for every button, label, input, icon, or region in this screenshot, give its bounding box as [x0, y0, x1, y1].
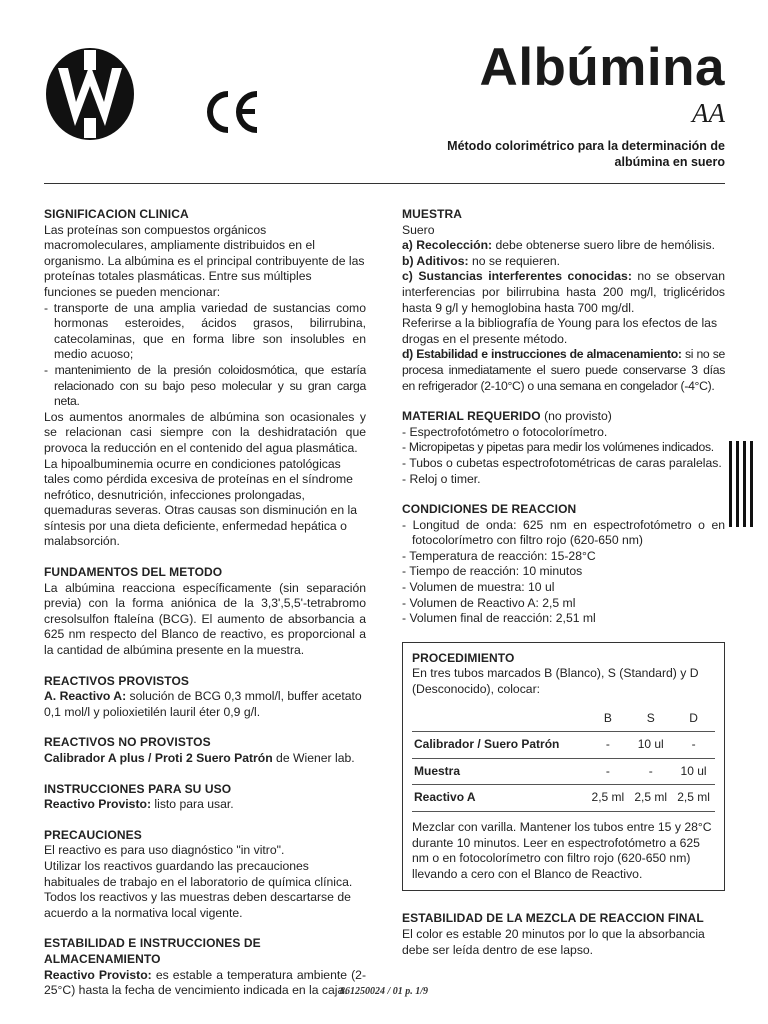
- paragraph: La albúmina reacciona específicamente (sin separación previa) con la forma aniónica de la 3,3',5,5'-tetrabromo cresolsulfon ftaleína (BCG). El aumento de absorbancia a 625 nm respecto del Blanco de reactivo, es proporcional a la cantidad de albúmina presente en la muestra.: [44, 580, 366, 658]
- paragraph: Utilizar los reactivos guardando las precauciones habituales de trabajo en el laboratorio de química clínica.: [44, 858, 353, 889]
- table-cell: Calibrador / Suero Patrón: [412, 732, 586, 759]
- list-item: - Volumen final de reacción: 2,51 ml: [402, 611, 596, 626]
- table-cell: -: [672, 732, 715, 759]
- section-heading: CONDICIONES DE REACCION: [402, 502, 577, 517]
- table-row: [412, 758, 715, 785]
- table-cell: Reactivo A: [412, 785, 586, 812]
- paragraph: Reactivo Provisto: es estable a temperatura ambiente (2-25°C) hasta la fecha de vencimiento indicada en la caja.: [44, 967, 367, 998]
- paragraph: A. Reactivo A: solución de BCG 0,3 mmol/l, buffer acetato 0,1 mol/l y polioxietilén lauril éter 0,9 g/l.: [44, 689, 362, 719]
- section-heading: ALMACENAMIENTO: [44, 951, 161, 966]
- paragraph: Reactivo Provisto: listo para usar.: [44, 797, 234, 812]
- list-item: - Volumen de muestra: 10 ul: [402, 580, 555, 595]
- paragraph: Los aumentos anormales de albúmina son ocasionales y se relacionan casi siempre con la deshidratación que provoca la reducción en el contenido del agua plasmática.: [44, 409, 366, 455]
- paragraph: El reactivo es para uso diagnóstico "in vitro".: [44, 843, 285, 858]
- section-heading: PROCEDIMIENTO: [412, 650, 515, 665]
- paragraph: Referirse a la bibliografía de Young para los efectos de las drogas en el presente método.: [402, 316, 718, 346]
- paragraph: Las proteínas son compuestos orgánicos macromoleculares, ampliamente distribuidos en el organismo. La albúmina es el principal contribuyente de las proteínas totales plasmáticas. Entre sus múltiples funciones se pueden mencionar:: [44, 222, 365, 299]
- product-subtitle: AA: [692, 98, 725, 128]
- table-cell: -: [586, 758, 629, 785]
- paragraph: En tres tubos marcados B (Blanco), S (Standard) y D (Desconocido), colocar:: [412, 666, 699, 697]
- section-heading: MATERIAL REQUERIDO (no provisto): [402, 409, 612, 424]
- list-item: - Micropipetas y pipetas para medir los volúmenes indicados.: [402, 440, 714, 455]
- table-cell: 2,5 ml: [586, 785, 629, 812]
- section-heading: ESTABILIDAD E INSTRUCCIONES DE: [44, 936, 261, 951]
- section-significacion: [44, 207, 366, 550]
- table-cell: 10 ul: [672, 758, 715, 785]
- section-precauciones: [44, 828, 366, 922]
- paragraph: Suero: [402, 222, 435, 237]
- section-heading: INSTRUCCIONES PARA SU USO: [44, 781, 232, 796]
- paragraph: c) Sustancias interferentes conocidas: no se observan interferencias por bilirrubina hasta 200 mg/l, triglicéridos hasta 9 g/l y hemoglobina hasta 700 mg/dl.: [402, 269, 725, 315]
- section-material: [402, 409, 725, 487]
- header-divider: [44, 183, 725, 184]
- list-item: - Tiempo de reacción: 10 minutos: [402, 564, 583, 579]
- paragraph: a) Recolección: debe obtenerse suero libre de hemólisis.: [402, 238, 715, 253]
- list-item: - transporte de una amplia variedad de sustancias como hormonas esteroides, ácidos grasos, bilirrubina, catecolaminas, que en forma libre son insolubles en medio acuoso;: [44, 300, 366, 362]
- ce-mark-icon: [204, 90, 262, 134]
- left-column: [44, 207, 366, 1014]
- table-cell: -: [629, 758, 672, 785]
- table-header-row: [412, 706, 715, 732]
- paragraph: La hipoalbuminemia ocurre en condiciones patológicas tales como pérdida excesiva de proteínas en el síndrome nefrótico, desnutrición, infecciones prolongadas, quemaduras severas. Otras causas son disminución en la síntesis por una dieta deficiente, enfermedad hepática o malabsorción.: [44, 456, 357, 549]
- list-item: - Temperatura de reacción: 15-28°C: [402, 548, 596, 563]
- section-reactivos-provistos: [44, 674, 366, 721]
- table-cell: 10 ul: [629, 732, 672, 759]
- section-estabilidad-final: [402, 911, 725, 958]
- list-item: - Espectrofotómetro o fotocolorímetro.: [402, 424, 608, 439]
- table-header-cell: S: [629, 706, 672, 732]
- right-column: [402, 207, 725, 973]
- table-row: [412, 785, 715, 812]
- section-fundamentos: [44, 565, 366, 659]
- section-condiciones: [402, 502, 725, 627]
- table-cell: 2,5 ml: [629, 785, 672, 812]
- section-heading: REACTIVOS PROVISTOS: [44, 673, 190, 688]
- list-item: - Volumen de Reactivo A: 2,5 ml: [402, 595, 576, 610]
- table-header-cell: D: [672, 706, 715, 732]
- paragraph: Todos los reactivos y las muestras deben descartarse de acuerdo a la normativa local vigente.: [44, 890, 351, 920]
- wiener-logo-icon: [44, 46, 136, 142]
- paragraph: Calibrador A plus / Proti 2 Suero Patrón de Wiener lab.: [44, 751, 355, 765]
- section-heading: MUESTRA: [402, 207, 463, 221]
- procedimiento-box: [402, 642, 725, 892]
- paragraph: d) Estabilidad e instrucciones de almacenamiento: si no se procesa inmediatamente el suero puede conservarse 3 días en refrigerador (2-10°C) o una semana en congelador (-4°C).: [402, 347, 725, 393]
- list-item: - mantenimiento de la presión coloidosmótica, que estaría relacionado con su bajo peso molecular y su gran carga neta.: [44, 362, 366, 409]
- page-footer: 861250024 / 01 p. 1/9: [339, 986, 429, 997]
- section-reactivos-no-provistos: [44, 735, 366, 766]
- section-heading: PRECAUCIONES: [44, 827, 142, 842]
- section-heading: ESTABILIDAD DE LA MEZCLA DE REACCION FINAL: [402, 911, 704, 926]
- section-heading: FUNDAMENTOS DEL METODO: [44, 565, 223, 580]
- table-header-cell: [412, 706, 586, 732]
- section-instrucciones: [44, 782, 366, 813]
- list-item: - Reloj o timer.: [402, 471, 481, 486]
- section-muestra: [402, 207, 725, 394]
- paragraph: El color es estable 20 minutos por lo que la absorbancia debe ser leída dentro de ese lapso.: [402, 926, 705, 957]
- paragraph: b) Aditivos: no se requieren.: [402, 253, 561, 268]
- index-bars-icon: [729, 441, 753, 527]
- table-row: [412, 732, 715, 759]
- table-header-cell: B: [586, 706, 629, 732]
- section-heading: REACTIVOS NO PROVISTOS: [44, 735, 211, 750]
- procedure-table: [412, 706, 715, 812]
- paragraph: Mezclar con varilla. Mantener los tubos entre 15 y 28°C durante 10 minutos. Leer en espectrofotómetro a 625 nm o en fotocolorímetro con filtro rojo (620-650 nm) llevando a cero con el Blanco de Reactivo.: [412, 820, 712, 881]
- list-item: - Longitud de onda: 625 nm en espectrofotómetro o en fotocolorímetro con filtro rojo (620-650 nm): [402, 517, 725, 548]
- table-cell: 2,5 ml: [672, 785, 715, 812]
- section-heading: SIGNIFICACION CLINICA: [44, 207, 189, 221]
- table-cell: -: [586, 732, 629, 759]
- table-cell: Muestra: [412, 758, 586, 785]
- method-description: Método colorimétrico para la determinación de albúmina en suero: [447, 139, 725, 169]
- page-title: Albúmina: [479, 38, 725, 97]
- list-item: - Tubos o cubetas espectrofotométricas de caras paralelas.: [402, 455, 722, 470]
